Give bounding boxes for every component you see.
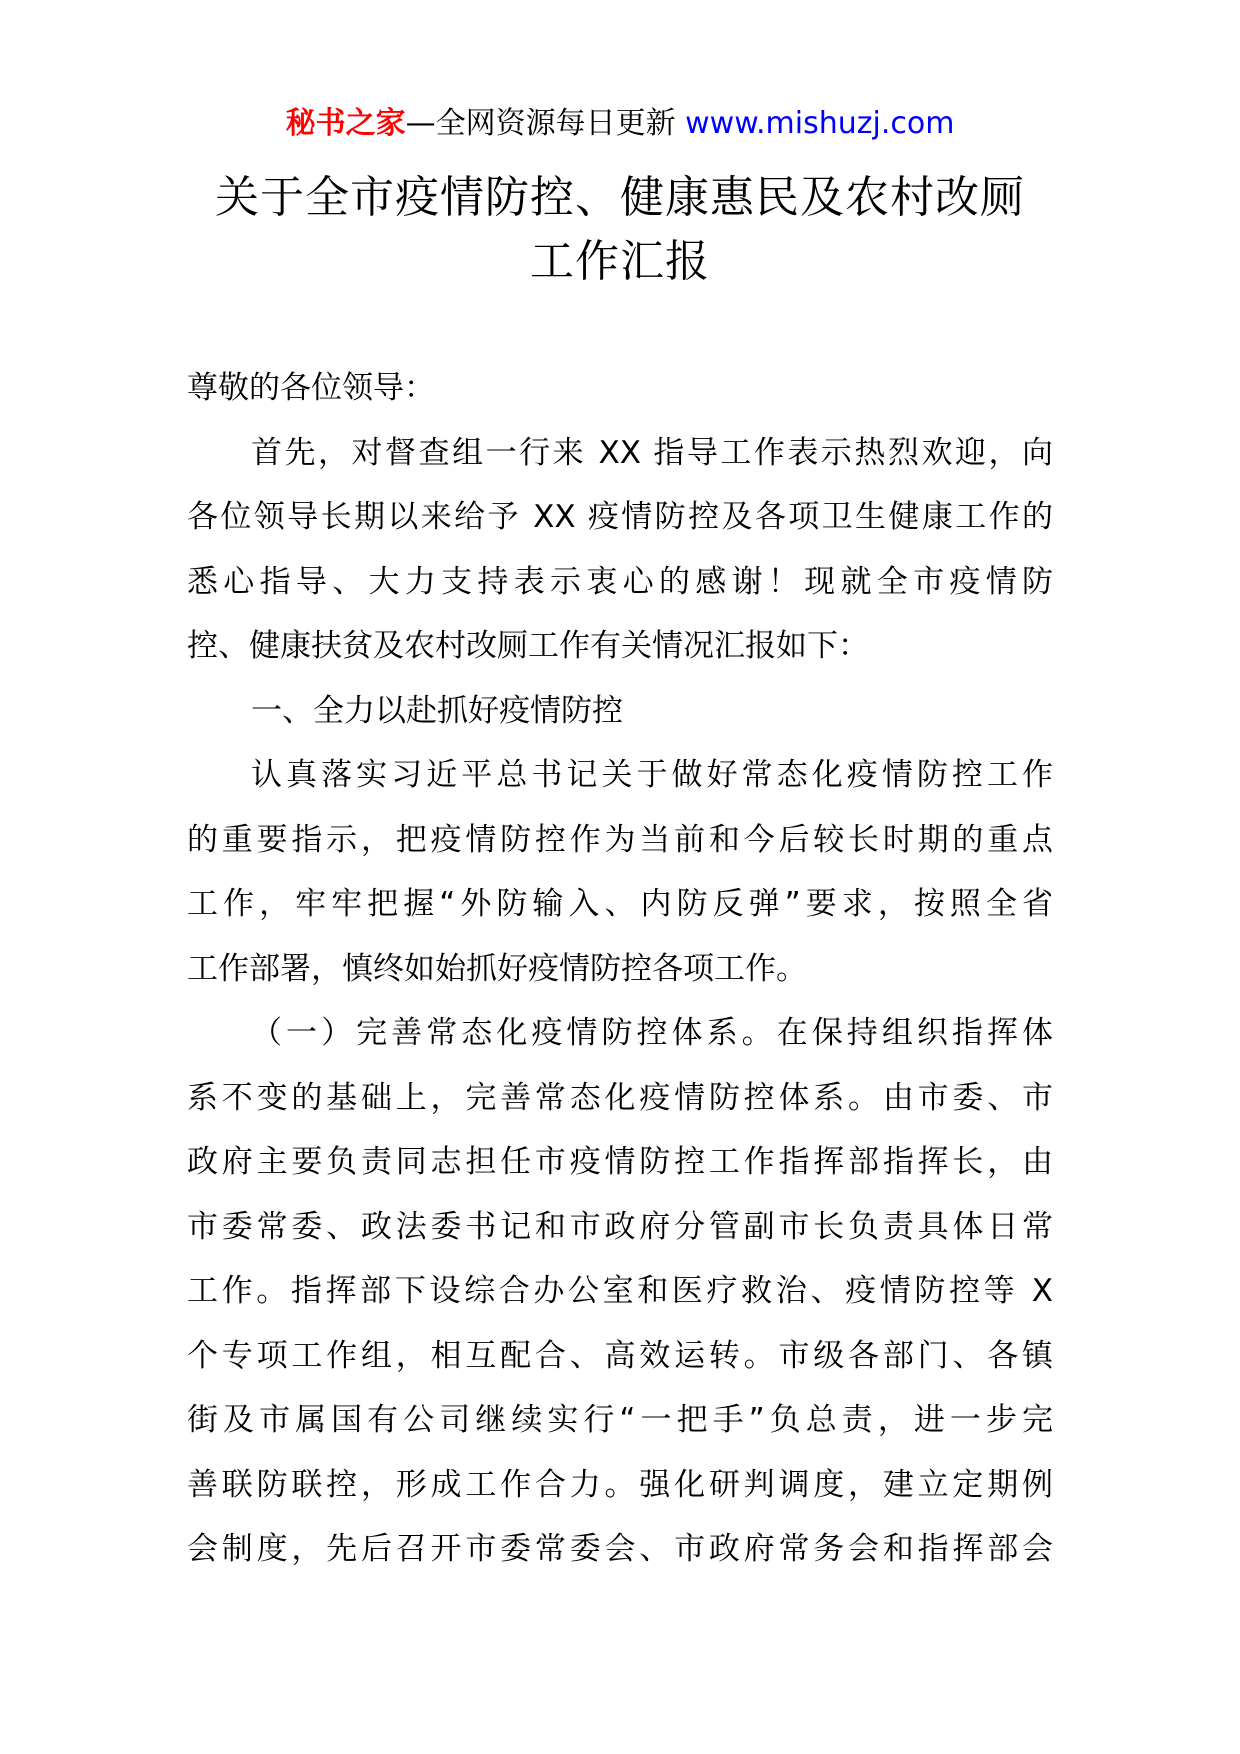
paragraph-subsection-1 [187, 1001, 1053, 1582]
paragraph-line: 工作部署，慎终如始抓好疫情防控各项工作。 [187, 950, 807, 987]
paragraph-line: 会制度，先后召开市委常委会、市政府常务会和指挥部会 [187, 1531, 1053, 1567]
paragraph-intro [187, 421, 1053, 679]
paragraph-line: 工作，牢牢把握“外防输入、内防反弹”要求，按照全省 [187, 886, 1053, 922]
paragraph-line: 各位领导长期以来给予 XX 疫情防控及各项卫生健康工作的 [187, 499, 1053, 535]
paragraph-line: 认真落实习近平总书记关于做好常态化疫情防控工作 [251, 757, 1053, 793]
salutation [187, 356, 1053, 421]
paragraph-line: （一）完善常态化疫情防控体系。在保持组织指挥体 [251, 1015, 1053, 1051]
paragraph-line: 政府主要负责同志担任市疫情防控工作指挥部指挥长，由 [187, 1144, 1053, 1180]
header-tagline: —全网资源每日更新 [405, 106, 676, 141]
paragraph-line: 工作。指挥部下设综合办公室和医疗救治、疫情防控等 X [187, 1273, 1053, 1309]
brand-name: 秘书之家 [285, 106, 406, 141]
paragraph-line: 的重要指示，把疫情防控作为当前和今后较长时期的重点 [187, 821, 1053, 858]
salutation-text: 尊敬的各位领导： [187, 370, 435, 406]
document-title [0, 166, 1240, 294]
paragraph-section-1-intro [187, 743, 1053, 1001]
paragraph-line: 善联防联控，形成工作合力。强化研判调度，建立定期例 [187, 1466, 1053, 1503]
site-header-banner [0, 104, 1240, 144]
site-url-link[interactable]: www.mishuzj.com [685, 106, 955, 141]
section-heading-1 [187, 679, 1053, 744]
paragraph-line: 控、健康扶贫及农村改厕工作有关情况汇报如下： [187, 628, 869, 664]
title-line-1: 关于全市疫情防控、健康惠民及农村改厕 [215, 172, 1025, 223]
paragraph-line: 系不变的基础上，完善常态化疫情防控体系。由市委、市 [187, 1079, 1053, 1116]
paragraph-line: 首先，对督查组一行来 XX 指导工作表示热烈欢迎，向 [251, 434, 1053, 471]
paragraph-line: 个专项工作组，相互配合、高效运转。市级各部门、各镇 [187, 1337, 1053, 1374]
title-line-2: 工作汇报 [530, 236, 710, 287]
document-body [187, 356, 1053, 1582]
paragraph-line: 街及市属国有公司继续实行“一把手”负总责，进一步完 [187, 1402, 1053, 1438]
paragraph-line: 悉心指导、大力支持表示衷心的感谢！现就全市疫情防 [187, 563, 1053, 600]
paragraph-line: 市委常委、政法委书记和市政府分管副市长负责具体日常 [187, 1208, 1053, 1245]
section-heading-text: 一、全力以赴抓好疫情防控 [251, 692, 623, 729]
